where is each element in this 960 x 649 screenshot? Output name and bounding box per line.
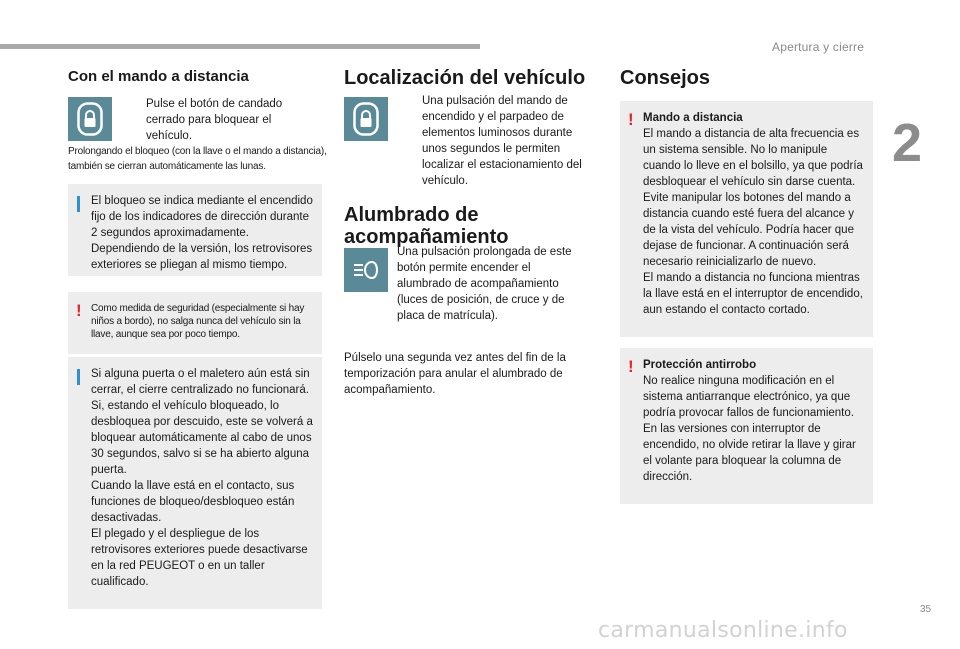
section-title-lighting: Alumbrado de acompañamiento (344, 204, 509, 248)
info-marker (77, 369, 80, 385)
warning-box-remote: ! Mando a distancia El mando a distancia de alta frecuencia es un sistema sensible. No lo manipule cuando lo lleve en el bolsillo, ya que podría desbloquear el vehículo sin darse cuenta. Evite manipular los botones del mando a distancia cuando esté fuera del alcance y de la vista del vehículo. Podría hacer que dejase de funcionar. A continuación será necesario reinicializarlo de nuevo. El mando a distancia no funciona mientras la llave está en el interruptor de encendido, aun estando el contacto cortado. (620, 101, 873, 337)
info-box-lock: El bloqueo se indica mediante el encendido fijo de los indicadores de dirección durante 2 segundos aproximadamente. Dependiendo de la versión, los retrovisores exteriores se pliegan al mismo tiempo. (68, 184, 322, 276)
page-number: 35 (920, 604, 932, 615)
info-marker (77, 196, 80, 212)
headlamp-button-icon (344, 248, 388, 292)
windows-note: Prolongando el bloqueo (con la llave o el mando a distancia), también se cierran automáticamente las lunas. (68, 146, 327, 172)
bullet-locate: Una pulsación del mando de encendido y el parpadeo de elementos luminosos durante unos segundos le permiten localizar el estacionamiento del vehículo. (422, 95, 582, 187)
box-label: Protección antirrobo (643, 359, 757, 371)
warning-box-antitheft: ! Protección antirrobo No realice ninguna modificación en el sistema antiarranque electrónico, ya que podría provocar fallos de funcionamiento. En las versiones con interruptor de encendido, no olvide retirar la llave y girar el volante para bloquear la columna de dirección. (620, 348, 873, 504)
box-label: Mando a distancia (643, 112, 743, 124)
section-header: Apertura y cierre (772, 40, 865, 54)
info-box-central-locking: Si alguna puerta o el maletero aún está sin cerrar, el cierre centralizado no funcionará. Si, estando el vehículo bloqueado, lo desbloquea por descuido, este se volverá a bloquear automáticamente al cabo de unos 30 segundos, salvo si se ha abierto alguna puerta. Cuando la llave está en el contacto, sus funciones de bloqueo/desbloqueo están desactivadas. El plegado y el despliegue de los retrovisores exteriores puede desactivarse en la red PEUGEOT o en un taller cualificado. (68, 357, 322, 609)
section-title-tips: Consejos (620, 67, 711, 89)
lock-button-icon-2 (344, 97, 388, 141)
warning-icon: ! (628, 357, 634, 376)
chapter-number: 2 (892, 113, 923, 173)
watermark: carmanualsonline.info (598, 618, 848, 643)
lighting-cancel-text: Púlselo una segunda vez antes del fin de la temporización para anular el alumbrado de acompañamiento. (344, 352, 566, 396)
warning-icon: ! (628, 110, 634, 129)
header-rule (0, 44, 480, 49)
warning-icon: ! (76, 301, 82, 320)
warning-box-safety: ! Como medida de seguridad (especialmente si hay niños a bordo), no salga nunca del vehículo sin la llave, aunque sea por poco tiempo. (68, 292, 322, 354)
padlock-closed-icon (77, 102, 103, 136)
section-title-locate: Localización del vehículo (344, 67, 586, 89)
lighting-text: Una pulsación prolongada de este botón permite encender el alumbrado de acompañamiento (luces de posición, de cruce y de placa de matrícula). (397, 246, 572, 322)
headlamp-icon (352, 259, 380, 281)
padlock-closed-icon (353, 102, 379, 136)
bullet-lock: Pulse el botón de candado cerrado para bloquear el vehículo. (146, 98, 283, 142)
lock-button-icon (68, 97, 112, 141)
section-title-remote: Con el mando a distancia (68, 68, 249, 85)
